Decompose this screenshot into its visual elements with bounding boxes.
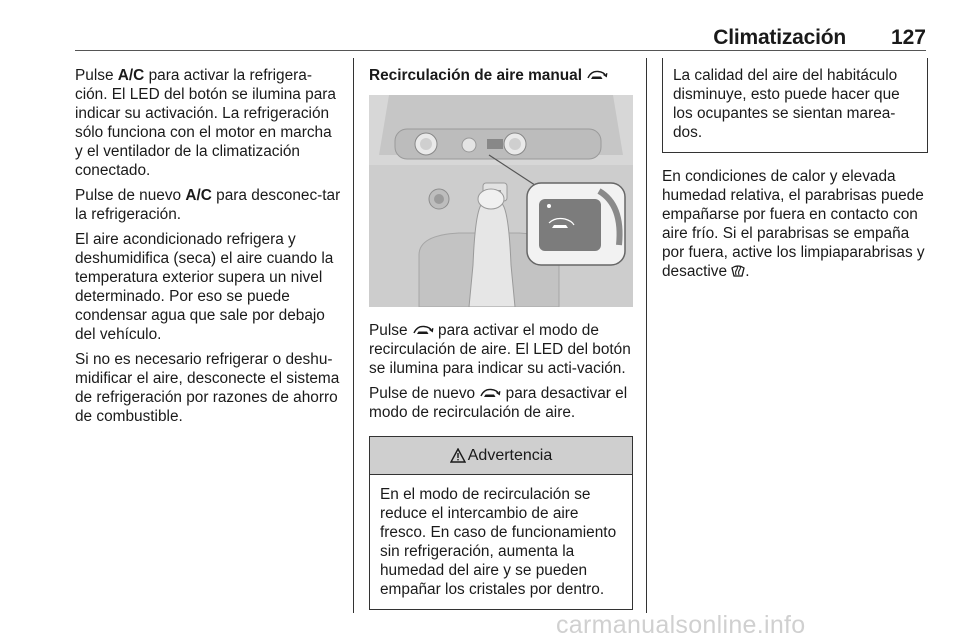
watermark: carmanualsonline.info xyxy=(556,611,806,639)
recirculation-icon xyxy=(586,69,608,81)
windshield-defog-icon xyxy=(731,264,745,278)
column-2 xyxy=(369,66,634,610)
paragraph-recirc-on: Pulse para activar el modo de recirculación de aire. El LED del botón se ilumina para indicar su acti-vación. xyxy=(369,322,631,377)
column-divider-left xyxy=(353,58,354,613)
page-number: 127 xyxy=(890,26,926,49)
paragraph-fuel-saving: Si no es necesario refrigerar o deshu-midificar el aire, desconecte el sistema de refrigeración por razones de ahorro de combustible. xyxy=(75,351,340,425)
section-title: Climatización xyxy=(713,26,846,49)
paragraph-ac-on: Pulse A/C para activar la refrigera-ción. El LED del botón se ilumina para indicar su activación. La refrigeración sólo funciona con el motor en marcha y el ventilador de la climatización conectado. xyxy=(75,67,336,179)
paragraph-windshield-fog: En condiciones de calor y elevada humedad relativa, el parabrisas puede empañarse por fuera en contacto con aire frío. Si el parabrisas se empaña por fuera, active los limpiaparabrisas y desactive . xyxy=(662,168,925,280)
recirculation-icon xyxy=(412,324,434,336)
warning-title: Advertencia xyxy=(467,447,553,464)
warning-triangle-icon xyxy=(450,448,466,463)
warning-continuation-text: La calidad del aire del habitáculo disminuye, esto puede hacer que los ocupantes se sientan marea-dos. xyxy=(673,67,900,141)
console-photo xyxy=(369,95,633,307)
ac-label: A/C xyxy=(185,187,212,204)
header-divider xyxy=(75,50,926,51)
column-1 xyxy=(75,66,343,432)
recirculation-icon xyxy=(479,387,501,399)
column-3 xyxy=(662,66,928,287)
paragraph-recirc-off: Pulse de nuevo para desactivar el modo de recirculación de aire. xyxy=(369,385,628,421)
warning-continuation-box xyxy=(662,58,928,153)
paragraph-dehumidify: El aire acondicionado refrigera y deshumidifica (seca) el aire cuando la temperatura exterior supera un nivel determinado. Por eso se puede condensar agua que sale por debajo del vehículo. xyxy=(75,231,334,343)
warning-box xyxy=(369,436,633,610)
warning-header xyxy=(370,437,632,475)
paragraph-ac-off: Pulse de nuevo A/C para desconec-tar la refrigeración. xyxy=(75,187,341,223)
recirculation-heading: Recirculación de aire manual xyxy=(369,66,634,85)
warning-text: En el modo de recirculación se reduce el intercambio de aire fresco. En caso de funcionamiento sin refrigeración, aumenta la humedad del aire y se pueden empañar los cristales por dentro. xyxy=(380,486,617,598)
ac-label: A/C xyxy=(117,67,145,84)
page-header xyxy=(75,22,926,52)
column-divider-right xyxy=(646,58,647,613)
